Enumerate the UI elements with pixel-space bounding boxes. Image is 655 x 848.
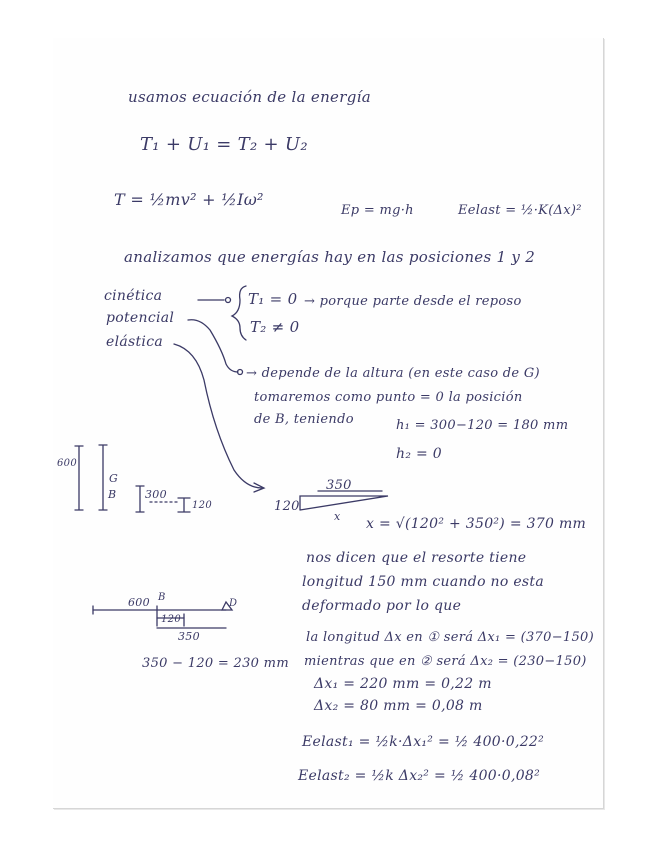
depends-line: → depende de la altura (en este caso de G) — [246, 366, 540, 381]
analysis-line: analizamos que energías hay en las posiciones 1 y 2 — [124, 248, 536, 266]
sketch-600-dimension — [75, 446, 83, 510]
elastic-formula: Eelast = ½·K(Δx)² — [458, 203, 582, 218]
h1-value: h₁ = 300−120 = 180 mm — [396, 418, 569, 433]
dx2-value: Δx₂ = 80 mm = 0,08 m — [314, 698, 483, 714]
triangle-x-label: x — [334, 510, 341, 523]
triangle-350-label: 350 — [326, 478, 352, 493]
brace — [232, 286, 246, 340]
spring-line-1: nos dicen que el resorte tiene — [306, 550, 527, 566]
sketch-b-label: B — [108, 488, 117, 501]
dx2-line: mientras que en ② será Δx₂ = (230−150) — [304, 654, 587, 669]
spring-line-2: longitud 150 mm cuando no esta — [302, 574, 544, 590]
sketch-g-label: G — [109, 472, 119, 485]
dx1-value: Δx₁ = 220 mm = 0,22 m — [314, 676, 492, 692]
arrow-tip-icon — [226, 298, 231, 303]
sketch-300-label: 300 — [145, 488, 167, 501]
triangle-shape — [300, 496, 388, 510]
intro-line: usamos ecuación de la energía — [128, 88, 371, 106]
beam-350-label: 350 — [178, 630, 200, 643]
energy-equation: T₁ + U₁ = T₂ + U₂ — [140, 134, 308, 155]
reference-line-1: tomaremos como punto = 0 la posición — [254, 390, 523, 405]
hypotenuse-calc: x = √(120² + 350²) = 370 mm — [366, 516, 587, 532]
triangle-120-label: 120 — [274, 499, 300, 514]
t1-zero: T₁ = 0 — [248, 290, 298, 308]
h2-value: h₂ = 0 — [396, 446, 442, 462]
sketch-120-label: 120 — [192, 500, 212, 511]
reference-line-2: de B, teniendo — [254, 412, 354, 427]
kinetic-formula: T = ½mv² + ½Iω² — [114, 190, 264, 209]
dx1-line: la longitud Δx en ① será Δx₁ = (370−150) — [306, 630, 594, 645]
sketch-600-label: 600 — [57, 458, 77, 469]
beam-calc: 350 − 120 = 230 mm — [142, 656, 289, 671]
t2-nonzero: T₂ ≠ 0 — [250, 318, 300, 336]
beam-d-label: D — [229, 598, 238, 609]
potential-formula: Ep = mg·h — [341, 203, 414, 218]
potencial-arrow — [188, 320, 238, 372]
e-elastic-1: Eelast₁ = ½k·Δx₁² = ½ 400·0,22² — [302, 734, 545, 750]
label-cinetica: cinética — [104, 288, 163, 304]
label-potencial: potencial — [106, 310, 175, 326]
t1-note: → porque parte desde el reposo — [304, 294, 522, 309]
e-elastic-2: Eelast₂ = ½k Δx₂² = ½ 400·0,08² — [298, 768, 541, 784]
beam-600-label: 600 — [128, 596, 150, 609]
spring-line-3: deformado por lo que — [302, 598, 462, 614]
beam-120-label: 120 — [161, 614, 181, 625]
label-elastica: elástica — [106, 334, 163, 350]
beam-b-label: B — [158, 592, 166, 603]
